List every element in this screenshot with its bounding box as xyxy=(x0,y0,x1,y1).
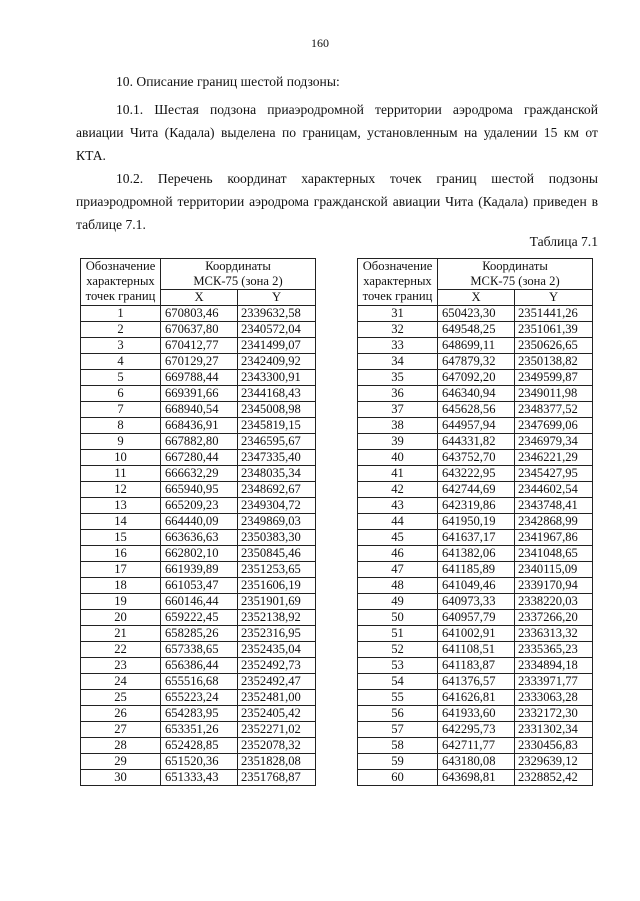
point-number: 13 xyxy=(81,498,161,514)
coord-y: 2350845,46 xyxy=(238,546,316,562)
point-number: 15 xyxy=(81,530,161,546)
coord-x: 649548,25 xyxy=(438,322,515,338)
header-y: Y xyxy=(515,290,593,306)
table-row xyxy=(81,354,316,370)
coord-x: 642744,69 xyxy=(438,482,515,498)
point-number: 20 xyxy=(81,610,161,626)
coord-y: 2345819,15 xyxy=(238,418,316,434)
coord-y: 2336313,32 xyxy=(515,626,593,642)
coord-y: 2332172,30 xyxy=(515,706,593,722)
table-row xyxy=(358,610,593,626)
page-number: 160 xyxy=(311,36,329,50)
point-number: 1 xyxy=(81,306,161,322)
table-row xyxy=(358,530,593,546)
coord-x: 666632,29 xyxy=(161,466,238,482)
coord-x: 643180,08 xyxy=(438,754,515,770)
coord-x: 642711,77 xyxy=(438,738,515,754)
coord-y: 2352271,02 xyxy=(238,722,316,738)
coord-x: 658285,26 xyxy=(161,626,238,642)
coord-y: 2341499,07 xyxy=(238,338,316,354)
table-row xyxy=(81,498,316,514)
table-row xyxy=(358,322,593,338)
point-number: 32 xyxy=(358,322,438,338)
coord-x: 669788,44 xyxy=(161,370,238,386)
coord-y: 2330456,83 xyxy=(515,738,593,754)
table-row xyxy=(358,674,593,690)
table-row xyxy=(358,690,593,706)
point-number: 53 xyxy=(358,658,438,674)
coord-x: 643222,95 xyxy=(438,466,515,482)
table-row xyxy=(358,738,593,754)
table-row xyxy=(81,402,316,418)
table-row xyxy=(358,658,593,674)
coord-y: 2348377,52 xyxy=(515,402,593,418)
table-row xyxy=(81,770,316,786)
coord-y: 2333971,77 xyxy=(515,674,593,690)
point-number: 48 xyxy=(358,578,438,594)
point-number: 24 xyxy=(81,674,161,690)
point-number: 4 xyxy=(81,354,161,370)
point-number: 43 xyxy=(358,498,438,514)
table-row xyxy=(81,690,316,706)
point-number: 22 xyxy=(81,642,161,658)
coord-x: 670637,80 xyxy=(161,322,238,338)
coord-x: 643698,81 xyxy=(438,770,515,786)
coord-x: 667882,80 xyxy=(161,434,238,450)
coord-y: 2352138,92 xyxy=(238,610,316,626)
coord-x: 660146,44 xyxy=(161,594,238,610)
point-number: 28 xyxy=(81,738,161,754)
table-row xyxy=(81,626,316,642)
coord-y: 2344602,54 xyxy=(515,482,593,498)
coord-x: 640957,79 xyxy=(438,610,515,626)
coord-x: 643752,70 xyxy=(438,450,515,466)
coord-x: 670803,46 xyxy=(161,306,238,322)
header-coordinates: Координаты МСК-75 (зона 2) xyxy=(161,259,316,290)
coord-y: 2349599,87 xyxy=(515,370,593,386)
point-number: 11 xyxy=(81,466,161,482)
table-row xyxy=(358,722,593,738)
coord-y: 2338220,03 xyxy=(515,594,593,610)
coord-x: 651520,36 xyxy=(161,754,238,770)
table-row xyxy=(81,530,316,546)
coord-y: 2331302,34 xyxy=(515,722,593,738)
table-row xyxy=(81,322,316,338)
coord-x: 655516,68 xyxy=(161,674,238,690)
coord-y: 2351253,65 xyxy=(238,562,316,578)
point-number: 31 xyxy=(358,306,438,322)
coord-x: 656386,44 xyxy=(161,658,238,674)
point-number: 38 xyxy=(358,418,438,434)
point-number: 42 xyxy=(358,482,438,498)
coord-x: 655223,24 xyxy=(161,690,238,706)
coord-y: 2348692,67 xyxy=(238,482,316,498)
table-row xyxy=(81,418,316,434)
coord-x: 648699,11 xyxy=(438,338,515,354)
coord-y: 2339170,94 xyxy=(515,578,593,594)
point-number: 27 xyxy=(81,722,161,738)
coord-x: 644957,94 xyxy=(438,418,515,434)
paragraph-2: 10.2. Перечень координат характерных точек границ шестой подзоны приаэродромной территории аэродрома гражданской авиации Чита (Кадала) приведен в таблице 7.1. xyxy=(76,171,598,232)
table-row xyxy=(81,546,316,562)
table-row xyxy=(81,658,316,674)
coord-x: 647879,32 xyxy=(438,354,515,370)
table-row xyxy=(358,306,593,322)
coord-x: 641933,60 xyxy=(438,706,515,722)
coord-x: 641376,57 xyxy=(438,674,515,690)
coord-x: 641185,89 xyxy=(438,562,515,578)
point-number: 54 xyxy=(358,674,438,690)
table-row xyxy=(358,338,593,354)
table-row xyxy=(358,754,593,770)
table-caption: Таблица 7.1 xyxy=(529,234,598,249)
point-number: 35 xyxy=(358,370,438,386)
coord-y: 2346221,29 xyxy=(515,450,593,466)
point-number: 58 xyxy=(358,738,438,754)
coord-y: 2351768,87 xyxy=(238,770,316,786)
point-number: 7 xyxy=(81,402,161,418)
point-number: 6 xyxy=(81,386,161,402)
table-row xyxy=(358,370,593,386)
point-number: 3 xyxy=(81,338,161,354)
table-row xyxy=(358,450,593,466)
table-row xyxy=(81,674,316,690)
coord-x: 651333,43 xyxy=(161,770,238,786)
coord-x: 661939,89 xyxy=(161,562,238,578)
table-row xyxy=(81,642,316,658)
coord-y: 2349869,03 xyxy=(238,514,316,530)
coord-x: 657338,65 xyxy=(161,642,238,658)
coord-x: 641049,46 xyxy=(438,578,515,594)
coord-y: 2350626,65 xyxy=(515,338,593,354)
coord-y: 2352492,73 xyxy=(238,658,316,674)
header-designation: Обозначение характерных точек границ xyxy=(358,259,438,306)
table-row xyxy=(81,738,316,754)
point-number: 30 xyxy=(81,770,161,786)
coord-y: 2351061,39 xyxy=(515,322,593,338)
table-row xyxy=(81,386,316,402)
coord-y: 2346979,34 xyxy=(515,434,593,450)
coord-y: 2347699,06 xyxy=(515,418,593,434)
table-row xyxy=(358,546,593,562)
coord-x: 650423,30 xyxy=(438,306,515,322)
point-number: 51 xyxy=(358,626,438,642)
coord-x: 642319,86 xyxy=(438,498,515,514)
coord-x: 647092,20 xyxy=(438,370,515,386)
coord-y: 2351441,26 xyxy=(515,306,593,322)
point-number: 5 xyxy=(81,370,161,386)
table-row xyxy=(358,434,593,450)
coord-x: 659222,45 xyxy=(161,610,238,626)
coord-x: 661053,47 xyxy=(161,578,238,594)
point-number: 34 xyxy=(358,354,438,370)
coord-x: 645628,56 xyxy=(438,402,515,418)
table-row xyxy=(81,706,316,722)
table-row xyxy=(358,642,593,658)
coord-x: 652428,85 xyxy=(161,738,238,754)
point-number: 12 xyxy=(81,482,161,498)
coord-y: 2351606,19 xyxy=(238,578,316,594)
table-row xyxy=(81,434,316,450)
point-number: 39 xyxy=(358,434,438,450)
coord-x: 641382,06 xyxy=(438,546,515,562)
header-x: X xyxy=(438,290,515,306)
point-number: 8 xyxy=(81,418,161,434)
point-number: 55 xyxy=(358,690,438,706)
section-heading: 10. Описание границ шестой подзоны: xyxy=(116,74,340,89)
table-row xyxy=(358,594,593,610)
table-row xyxy=(358,706,593,722)
point-number: 26 xyxy=(81,706,161,722)
coord-x: 644331,82 xyxy=(438,434,515,450)
table-row xyxy=(81,562,316,578)
table-row xyxy=(358,402,593,418)
point-number: 47 xyxy=(358,562,438,578)
point-number: 9 xyxy=(81,434,161,450)
point-number: 18 xyxy=(81,578,161,594)
coordinates-table-right xyxy=(357,258,593,786)
table-row xyxy=(81,594,316,610)
table-row xyxy=(358,514,593,530)
table-row xyxy=(358,466,593,482)
coord-x: 665940,95 xyxy=(161,482,238,498)
header-designation: Обозначение характерных точек границ xyxy=(81,259,161,306)
point-number: 14 xyxy=(81,514,161,530)
coord-x: 641002,91 xyxy=(438,626,515,642)
point-number: 40 xyxy=(358,450,438,466)
header-coordinates: Координаты МСК-75 (зона 2) xyxy=(438,259,593,290)
coord-x: 641108,51 xyxy=(438,642,515,658)
coord-y: 2351901,69 xyxy=(238,594,316,610)
coord-y: 2352481,00 xyxy=(238,690,316,706)
header-y: Y xyxy=(238,290,316,306)
point-number: 46 xyxy=(358,546,438,562)
table-row xyxy=(358,354,593,370)
coord-x: 664440,09 xyxy=(161,514,238,530)
coord-x: 662802,10 xyxy=(161,546,238,562)
table-row xyxy=(81,450,316,466)
point-number: 19 xyxy=(81,594,161,610)
coord-y: 2343748,41 xyxy=(515,498,593,514)
paragraph-1: 10.1. Шестая подзона приаэродромной территории аэродрома гражданской авиации Чита (Кадала) выделена по границам, установленным на удалении 15 км от КТА. xyxy=(76,102,598,163)
point-number: 36 xyxy=(358,386,438,402)
point-number: 41 xyxy=(358,466,438,482)
coord-y: 2349011,98 xyxy=(515,386,593,402)
coord-x: 654283,95 xyxy=(161,706,238,722)
table-row xyxy=(358,578,593,594)
table-row xyxy=(81,514,316,530)
table-row xyxy=(81,754,316,770)
coord-y: 2349304,72 xyxy=(238,498,316,514)
point-number: 52 xyxy=(358,642,438,658)
point-number: 33 xyxy=(358,338,438,354)
coord-y: 2343300,91 xyxy=(238,370,316,386)
coord-y: 2341967,86 xyxy=(515,530,593,546)
table-row xyxy=(358,386,593,402)
coord-y: 2335365,23 xyxy=(515,642,593,658)
coord-x: 641626,81 xyxy=(438,690,515,706)
point-number: 25 xyxy=(81,690,161,706)
point-number: 44 xyxy=(358,514,438,530)
point-number: 21 xyxy=(81,626,161,642)
coord-x: 667280,44 xyxy=(161,450,238,466)
coord-y: 2350138,82 xyxy=(515,354,593,370)
table-row xyxy=(81,338,316,354)
table-row xyxy=(81,466,316,482)
coord-y: 2348035,34 xyxy=(238,466,316,482)
coord-x: 668940,54 xyxy=(161,402,238,418)
coord-y: 2328852,42 xyxy=(515,770,593,786)
coord-y: 2346595,67 xyxy=(238,434,316,450)
point-number: 37 xyxy=(358,402,438,418)
coord-y: 2352405,42 xyxy=(238,706,316,722)
point-number: 16 xyxy=(81,546,161,562)
point-number: 49 xyxy=(358,594,438,610)
point-number: 23 xyxy=(81,658,161,674)
coord-y: 2352435,04 xyxy=(238,642,316,658)
table-row xyxy=(358,418,593,434)
point-number: 59 xyxy=(358,754,438,770)
coord-y: 2345427,95 xyxy=(515,466,593,482)
table-row xyxy=(81,306,316,322)
coord-y: 2339632,58 xyxy=(238,306,316,322)
point-number: 57 xyxy=(358,722,438,738)
table-row xyxy=(358,770,593,786)
coord-y: 2333063,28 xyxy=(515,690,593,706)
table-row xyxy=(358,626,593,642)
table-row xyxy=(81,482,316,498)
coord-y: 2329639,12 xyxy=(515,754,593,770)
coord-x: 641950,19 xyxy=(438,514,515,530)
coord-y: 2345008,98 xyxy=(238,402,316,418)
coord-x: 653351,26 xyxy=(161,722,238,738)
coord-x: 640973,33 xyxy=(438,594,515,610)
coord-x: 646340,94 xyxy=(438,386,515,402)
coord-y: 2352316,95 xyxy=(238,626,316,642)
coord-y: 2342868,99 xyxy=(515,514,593,530)
point-number: 10 xyxy=(81,450,161,466)
table-row xyxy=(81,370,316,386)
header-x: X xyxy=(161,290,238,306)
coord-y: 2341048,65 xyxy=(515,546,593,562)
coordinates-table-left xyxy=(80,258,316,786)
coord-y: 2350383,30 xyxy=(238,530,316,546)
table-row xyxy=(81,722,316,738)
coord-y: 2340572,04 xyxy=(238,322,316,338)
point-number: 29 xyxy=(81,754,161,770)
coord-x: 669391,66 xyxy=(161,386,238,402)
point-number: 56 xyxy=(358,706,438,722)
point-number: 60 xyxy=(358,770,438,786)
coord-y: 2351828,08 xyxy=(238,754,316,770)
coord-y: 2344168,43 xyxy=(238,386,316,402)
point-number: 50 xyxy=(358,610,438,626)
coord-x: 670412,77 xyxy=(161,338,238,354)
table-row xyxy=(81,578,316,594)
coord-y: 2347335,40 xyxy=(238,450,316,466)
coord-x: 665209,23 xyxy=(161,498,238,514)
coord-x: 668436,91 xyxy=(161,418,238,434)
point-number: 17 xyxy=(81,562,161,578)
coord-y: 2340115,09 xyxy=(515,562,593,578)
point-number: 45 xyxy=(358,530,438,546)
coord-y: 2337266,20 xyxy=(515,610,593,626)
coord-x: 641183,87 xyxy=(438,658,515,674)
table-row xyxy=(358,562,593,578)
coord-x: 642295,73 xyxy=(438,722,515,738)
table-row xyxy=(358,482,593,498)
coord-y: 2352078,32 xyxy=(238,738,316,754)
coord-x: 663636,63 xyxy=(161,530,238,546)
coord-y: 2342409,92 xyxy=(238,354,316,370)
coord-x: 641637,17 xyxy=(438,530,515,546)
table-row xyxy=(358,498,593,514)
coord-y: 2334894,18 xyxy=(515,658,593,674)
table-row xyxy=(81,610,316,626)
coord-y: 2352492,47 xyxy=(238,674,316,690)
point-number: 2 xyxy=(81,322,161,338)
coord-x: 670129,27 xyxy=(161,354,238,370)
